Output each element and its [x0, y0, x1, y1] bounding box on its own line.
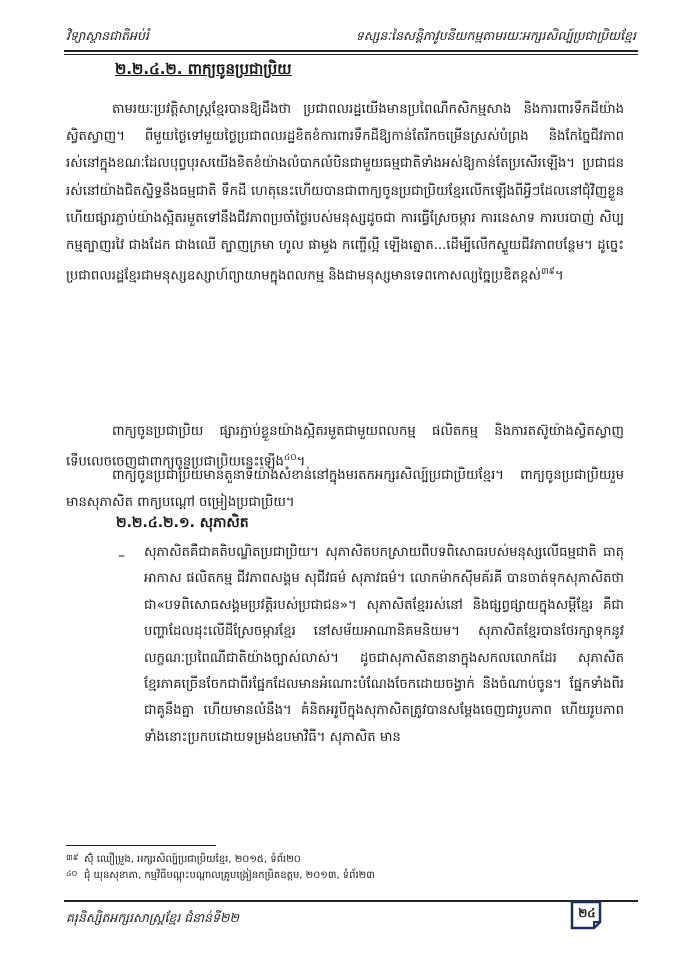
footer-student-cohort: គរុនិស្សិតអក្សរសាស្ត្រខ្មែរ ជំនាន់ទី២២ [66, 910, 239, 925]
footnote-text: ជុំ ឃុនសុខាតា, កម្មវិធីបណ្ដុះបណ្ដាលគ្រូបង្រៀនកម្រិតឧត្តម, ២០១៣, ទំព័រ២៣ [84, 870, 375, 881]
bullet-paragraph: សុភាសិតគឺជាគតិបណ្ឌិតប្រជាប្រិយ។ សុភាសិតបកស្រាយពីបទពិសោធរបស់មនុស្សលើធម្មជាតិ ធាតុអាកាស ផលិតកម្ម ជីវភាពសង្គម សុជីវធម៌ សុភាវធម៌។ លោកម៉ាកស៊ីមគ័រគី បានចាត់ទុកសុភាសិតថាជា«បទពិសោធសង្គមប្រវត្តិរបស់ប្រជាជន»។ សុភាសិតខ្មែររស់នៅ និងផ្សព្វផ្សាយក្នុងសម្តីខ្មែរ គឺជាបញ្ហាដែលដុះលើដីស្រែចម្ការខ្មែរ នៅសម័យអាណានិគមនិយម។ សុភាសិតខ្មែរបានថែរក្សាទុកនូវលក្ខណៈប្រពៃណីជាតិយ៉ាងច្បាស់លាស់។ ដូចជាសុភាសិតនានាក្នុងសកលលោកដែរ សុភាសិតខ្មែរភាគច្រើនចែកជាពីរផ្នែកដែលមានអំណោះបំណែងចែកដោយចង្វាក់ និងចំណាប់ចូន។ ផ្នែកទាំងពីរជាគូនឹងគ្នា ហើយមានលំនឹង។ គំនិតអរូបីក្នុងសុភាសិតត្រូវបានសម្តែងចេញជារូបភាព ហើយរូបភាពទាំងនោះប្រកបដោយទម្រង់ឧបមាវិធី។ សុភាសិត មាន [144, 545, 624, 745]
subsection-heading: ២.២.៤.២.១. សុភាសិត [116, 515, 249, 531]
footnote-ref-40: ៤០ [283, 453, 297, 464]
header-rule [64, 50, 638, 55]
paragraph-1: តាមរយៈប្រវត្តិសាស្ត្រខ្មែរបានឱ្យដឹងថា ប្រជាពលរដ្ឋយើងមានប្រពៃណីកសិកម្មសាង និងការពារទឹកដីយ៉ាងស្វិតស្វាញ។ ពីមួយថ្ងៃទៅមួយថ្ងៃប្រជាពលរដ្ឋខិតខំការពារទឹកដីឱ្យកាន់តែរីកចម្រើនស្រស់បំព្រង និងកែច្នៃជីវភាពរស់នៅក្នុងខណៈដែលបុព្វបុរសយើងខិតខំយ៉ាងលំបាកលំបិនជាមួយធម្មជាតិទាំងអស់ឱ្យកាន់តែប្រសើរឡើង។ ប្រជាជនរស់នៅយ៉ាងជិតស្និទ្ធនឹងធម្មជាតិ ទឹកដី ហេតុនេះហើយបានជាពាក្យចូនប្រជាប្រិយខ្មែរលើកឡើងពីអ្វីៗដែលនៅជុំវិញខ្លួន ហើយផ្សារភ្ជាប់យ៉ាងស្អិតរមួតទៅនឹងជីវភាពប្រចាំថ្ងៃរបស់មនុស្សដូចជា ការធ្វើស្រែចម្ការ ការនេសាទ ការបរបាញ់ សិប្បកម្មត្បាញរវៃ ជាងដែក ជាងឈើ ត្បាញក្រមា ហូល ផាមួង កញ្ចើល្អី ឡើងត្នោត...ដើម្បីលើកស្ទួយជីវភាពបន្ថែម។ ដូច្នេះប្រជាពលរដ្ឋខ្មែរជាមនុស្សឧស្សាហ៍ព្យាយាមក្នុងពលកម្ម និងជាមនុស្សមានទេពកោសល្យច្នៃប្រឌិតខ្ពស់$^{៣៩}$។ [66, 102, 624, 284]
footer-rule [64, 900, 638, 902]
page-number: ២៤ [578, 906, 596, 920]
footnote-ref-39: ៣៩ [540, 267, 556, 278]
footnote-number: ៣៩ [66, 853, 79, 862]
paragraph-2: ពាក្យចូនប្រជាប្រិយ ផ្សារភ្ជាប់ខ្លួនយ៉ាងស្អិតរមួតជាមួយពលកម្ម ផលិតកម្ម និងការតស៊ូយ៉ាងស្វិតស្វាញ ទើបលេចចេញជាពាក្យចូនប្រជាប្រិយនេះឡើង$^{៤០}$។ [66, 424, 624, 470]
footnote-rule [66, 845, 216, 846]
section-heading: ២.២.៤.២. ពាក្យចូនប្រជាប្រិយ [115, 60, 292, 78]
footnote-number: ៤០ [66, 869, 78, 878]
header-thesis-title: ទស្សនៈនៃសន្តិភាវូបនីយកម្មតាមរយៈអក្សរសិល្ប៍ប្រជាប្រិយខ្មែរ [355, 28, 636, 43]
paragraph-3: ពាក្យចូនប្រជាប្រិយមានតួនាទីយ៉ាងសំខាន់នៅក្នុងមរតកអក្សរសិល្ប៍ប្រជាប្រិយខ្មែរ។ ពាក្យចូនប្រជាប្រិយរួមមានសុភាសិត ពាក្យបណ្ដៅ ចម្រៀងប្រជាប្រិយ។ [66, 468, 624, 511]
footnote-40 [66, 868, 375, 883]
footnote-39 [66, 852, 301, 867]
header-institute: វិទ្យាស្ថានជាតិអប់រំ [66, 28, 149, 43]
bullet-dash: – [118, 548, 125, 564]
footnote-text: ស៊ុំ ឈឿម្រួង, អក្សរសិល្ប៍ប្រជាប្រិយខ្មែរ, ២០១៥, ទំព័រ២០ [84, 854, 301, 865]
